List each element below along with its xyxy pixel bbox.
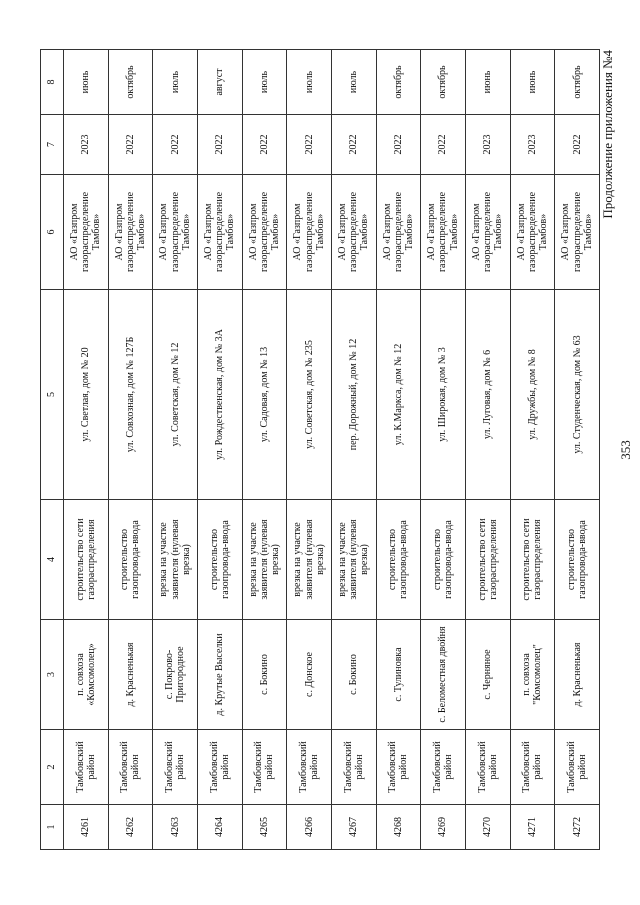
rotated-page (40, 50, 633, 850)
cell-month: июль (153, 50, 198, 115)
cell-month: июнь (510, 50, 555, 115)
cell-organization: АО «Газпром газораспределение Тамбов» (287, 175, 332, 290)
cell-settlement: п. совхоза "Комсомолец" (510, 620, 555, 730)
cell-settlement: с. Черняное (465, 620, 510, 730)
cell-work-type: врезка на участке заявителя (нулевая врезка) (287, 500, 332, 620)
cell-month: октябрь (421, 50, 466, 115)
cell-address: пер. Дорожный, дом № 12 (331, 290, 376, 500)
column-number: 7 (41, 115, 64, 175)
cell-organization: АО «Газпром газораспределение Тамбов» (64, 175, 109, 290)
cell-work-type: строительство сети газораспределения (64, 500, 109, 620)
cell-district: Тамбовский район (64, 730, 109, 805)
cell-settlement: с. Донское (287, 620, 332, 730)
cell-month: июль (287, 50, 332, 115)
cell-district: Тамбовский район (465, 730, 510, 805)
cell-work-type: строительство сети газораспределения (510, 500, 555, 620)
page-number: 353 (618, 440, 633, 460)
cell-month: июнь (64, 50, 109, 115)
column-number-row (41, 50, 64, 850)
cell-organization: АО «Газпром газораспределение Тамбов» (242, 175, 287, 290)
cell-work-type: строительство газопровода-ввода (376, 500, 421, 620)
cell-month: октябрь (108, 50, 153, 115)
cell-organization: АО «Газпром газораспределение Тамбов» (465, 175, 510, 290)
cell-month: август (197, 50, 242, 115)
cell-address: ул. Светлая, дом № 20 (64, 290, 109, 500)
cell-row-number: 4269 (421, 805, 466, 850)
cell-address: ул. К.Маркса, дом № 12 (376, 290, 421, 500)
cell-month: июль (242, 50, 287, 115)
cell-month: июнь (465, 50, 510, 115)
cell-address: ул. Советская, дом № 235 (287, 290, 332, 500)
cell-row-number: 4263 (153, 805, 198, 850)
column-number: 6 (41, 175, 64, 290)
cell-year: 2022 (331, 115, 376, 175)
cell-row-number: 4264 (197, 805, 242, 850)
cell-address: ул. Широкая, дом № 3 (421, 290, 466, 500)
cell-organization: АО «Газпром газораспределение Тамбов» (108, 175, 153, 290)
table-row (242, 50, 287, 850)
column-number: 1 (41, 805, 64, 850)
table-row (64, 50, 109, 850)
cell-district: Тамбовский район (242, 730, 287, 805)
table-row (421, 50, 466, 850)
cell-work-type: строительство газопровода-ввода (555, 500, 600, 620)
cell-row-number: 4267 (331, 805, 376, 850)
cell-address: ул. Луговая, дом № 6 (465, 290, 510, 500)
cell-address: ул. Студенческая, дом № 63 (555, 290, 600, 500)
column-number: 8 (41, 50, 64, 115)
cell-organization: АО «Газпром газораспределение Тамбов» (555, 175, 600, 290)
cell-settlement: с. Покрово-Пригородное (153, 620, 198, 730)
cell-year: 2023 (64, 115, 109, 175)
gas-connection-table (40, 49, 600, 850)
table-row (555, 50, 600, 850)
cell-settlement: с. Беломестная двойня (421, 620, 466, 730)
cell-address: ул. Совхозная, дом № 127Б (108, 290, 153, 500)
cell-district: Тамбовский район (197, 730, 242, 805)
cell-district: Тамбовский район (376, 730, 421, 805)
cell-district: Тамбовский район (287, 730, 332, 805)
cell-row-number: 4261 (64, 805, 109, 850)
table-row (331, 50, 376, 850)
cell-district: Тамбовский район (108, 730, 153, 805)
table-row (510, 50, 555, 850)
column-number: 4 (41, 500, 64, 620)
cell-organization: АО «Газпром газораспределение Тамбов» (153, 175, 198, 290)
table-row (376, 50, 421, 850)
cell-year: 2022 (287, 115, 332, 175)
cell-work-type: строительство газопровода-ввода (421, 500, 466, 620)
cell-work-type: строительство газопровода-ввода (197, 500, 242, 620)
cell-settlement: с. Бокино (242, 620, 287, 730)
cell-settlement: с. Тулиновка (376, 620, 421, 730)
cell-year: 2022 (242, 115, 287, 175)
cell-row-number: 4272 (555, 805, 600, 850)
table-row (153, 50, 198, 850)
table-row (287, 50, 332, 850)
cell-address: ул. Садовая, дом № 13 (242, 290, 287, 500)
table-row (108, 50, 153, 850)
cell-address: ул. Рождественская, дом № 3А (197, 290, 242, 500)
column-number: 5 (41, 290, 64, 500)
cell-row-number: 4270 (465, 805, 510, 850)
cell-work-type: строительство сети газораспределения (465, 500, 510, 620)
cell-district: Тамбовский район (510, 730, 555, 805)
cell-year: 2022 (421, 115, 466, 175)
cell-work-type: врезка на участке заявителя (нулевая врезка) (242, 500, 287, 620)
cell-year: 2022 (376, 115, 421, 175)
cell-month: июль (331, 50, 376, 115)
cell-row-number: 4265 (242, 805, 287, 850)
cell-organization: АО «Газпром газораспределение Тамбов» (376, 175, 421, 290)
cell-month: октябрь (376, 50, 421, 115)
appendix-title: Продолжение приложения №4 (600, 50, 615, 219)
cell-organization: АО «Газпром газораспределение Тамбов» (510, 175, 555, 290)
cell-work-type: врезка на участке заявителя (нулевая врезка) (153, 500, 198, 620)
cell-district: Тамбовский район (421, 730, 466, 805)
cell-organization: АО «Газпром газораспределение Тамбов» (421, 175, 466, 290)
cell-row-number: 4266 (287, 805, 332, 850)
cell-settlement: д. Красненькая (555, 620, 600, 730)
cell-organization: АО «Газпром газораспределение Тамбов» (197, 175, 242, 290)
cell-row-number: 4262 (108, 805, 153, 850)
cell-row-number: 4268 (376, 805, 421, 850)
cell-year: 2022 (197, 115, 242, 175)
column-number: 3 (41, 620, 64, 730)
cell-row-number: 4271 (510, 805, 555, 850)
cell-address: ул. Дружбы, дом № 8 (510, 290, 555, 500)
cell-settlement: с. Бокино (331, 620, 376, 730)
cell-settlement: д. Крутые Выселки (197, 620, 242, 730)
cell-district: Тамбовский район (153, 730, 198, 805)
cell-work-type: строительство газопровода-ввода (108, 500, 153, 620)
cell-work-type: врезка на участке заявителя (нулевая врезка) (331, 500, 376, 620)
cell-year: 2023 (510, 115, 555, 175)
cell-organization: АО «Газпром газораспределение Тамбов» (331, 175, 376, 290)
cell-district: Тамбовский район (331, 730, 376, 805)
cell-month: октябрь (555, 50, 600, 115)
cell-district: Тамбовский район (555, 730, 600, 805)
column-number: 2 (41, 730, 64, 805)
cell-year: 2022 (153, 115, 198, 175)
cell-settlement: п. совхоза «Комсомолец» (64, 620, 109, 730)
cell-year: 2023 (465, 115, 510, 175)
table-row (197, 50, 242, 850)
cell-address: ул. Советская, дом № 12 (153, 290, 198, 500)
cell-year: 2022 (108, 115, 153, 175)
cell-year: 2022 (555, 115, 600, 175)
cell-settlement: д. Красненькая (108, 620, 153, 730)
table-body (41, 50, 600, 850)
table-row (465, 50, 510, 850)
